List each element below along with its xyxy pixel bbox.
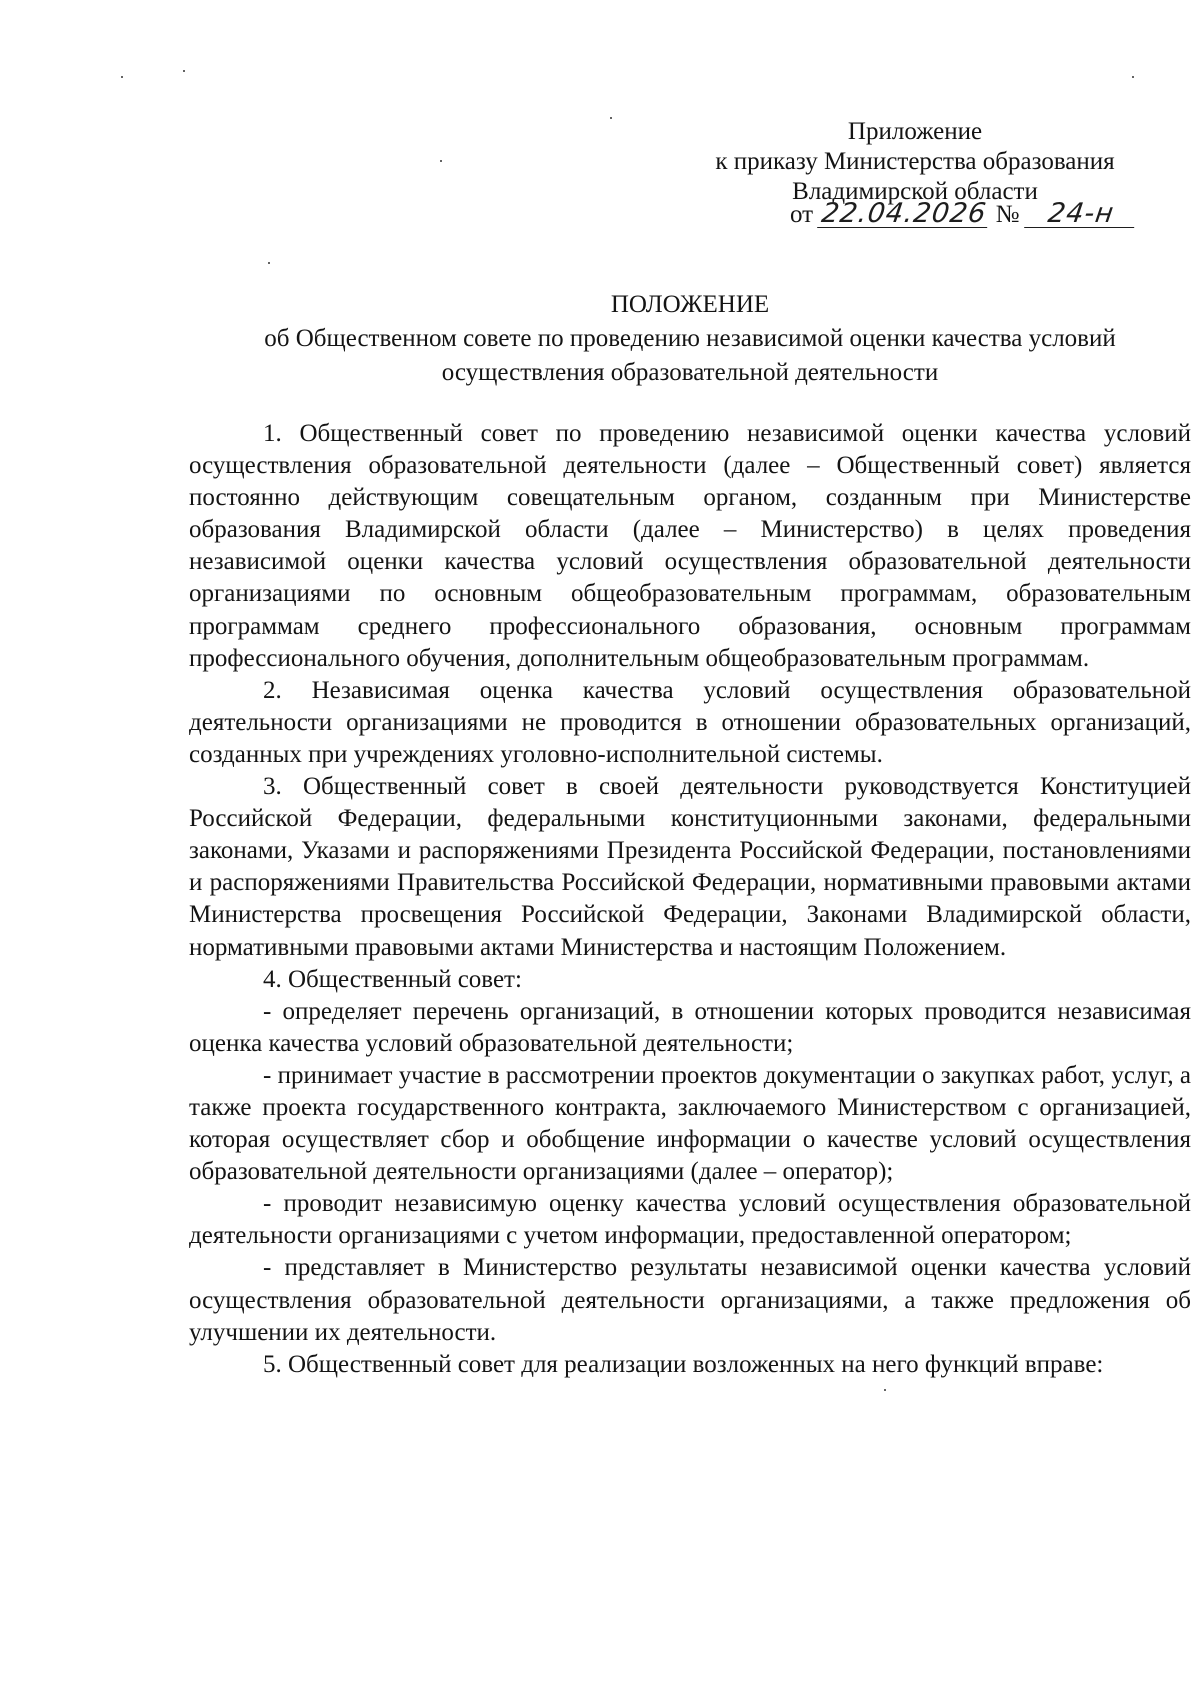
- annex-line-3: Владимирской области: [792, 178, 1038, 205]
- scan-speck: [440, 160, 442, 162]
- scan-speck: [121, 76, 123, 78]
- scan-speck: [884, 1389, 886, 1391]
- annex-header: [700, 117, 1130, 207]
- title-subtitle-line-2: осуществления образовательной деятельности: [441, 359, 939, 386]
- paragraph-4-item-2: - принимает участие в рассмотрении проектов документации о закупках работ, услуг, а также проекта государственного контракта, заключаемого Министерством с организацией, которая осуществляет сбор и обобщение информации о качестве условий осуществления образовательной деятельности организациями (далее – оператор);: [189, 1061, 1191, 1186]
- scan-speck: [610, 117, 612, 119]
- document-body: [189, 418, 1191, 1381]
- paragraph-4: 4. Общественный совет:: [263, 965, 522, 993]
- paragraph-4-item-3: - проводит независимую оценку качества условий осуществления образовательной деятельности организациями с учетом информации, предоставленной оператором;: [189, 1190, 1191, 1250]
- paragraph-5: 5. Общественный совет для реализации возложенных на него функций вправе:: [263, 1350, 1104, 1378]
- annex-line-1: Приложение: [847, 118, 983, 145]
- title-heading: ПОЛОЖЕНИЕ: [610, 291, 770, 318]
- order-date-handwritten: 22.04.2026: [817, 201, 991, 228]
- annex-line-2: к приказу Министерства образования: [715, 148, 1115, 175]
- scan-speck: [1132, 76, 1134, 78]
- document-title: [190, 288, 1190, 390]
- order-number-sign: №: [995, 201, 1020, 228]
- scan-speck: [268, 262, 270, 264]
- paragraph-4-item-4: - представляет в Министерство результаты независимой оценки качества условий осуществления образовательной деятельности организациями, а также предложения об улучшении их деятельности.: [189, 1254, 1191, 1346]
- scan-speck: [183, 70, 185, 72]
- paragraph-3: 3. Общественный совет в своей деятельности руководствуется Конституцией Российской Федерации, федеральными конституционными законами, федеральными законами, Указами и распоряжениями Президента Российской Федерации, постановлениями и распоряжениями Правительства Российской Федерации, нормативными правовыми актами Министерства просвещения Российской Федерации, Законами Владимирской области, нормативными правовыми актами Министерства и настоящим Положением.: [189, 773, 1191, 961]
- paragraph-2: 2. Независимая оценка качества условий осуществления образовательной деятельности организациями не проводится в отношении образовательных организаций, созданных при учреждениях уголовно-исполнительной системы.: [189, 676, 1191, 768]
- order-reference: [790, 200, 1136, 230]
- order-number-handwritten: 24-н: [1024, 201, 1138, 228]
- title-subtitle-line-1: об Общественном совете по проведению независимой оценки качества условий: [264, 325, 1116, 352]
- paragraph-4-item-1: - определяет перечень организаций, в отношении которых проводится независимая оценка качества условий образовательной деятельности;: [189, 997, 1191, 1057]
- paragraph-1: 1. Общественный совет по проведению независимой оценки качества условий осуществления образовательной деятельности (далее – Общественный совет) является постоянно действующим совещательным органом, созданным при Министерстве образования Владимирской области (далее – Министерство) в целях проведения независимой оценки качества условий осуществления образовательной деятельности организациями по основным общеобразовательным программам, образовательным программам среднего профессионального образования, основным программам профессионального обучения, дополнительным общеобразовательным программам.: [189, 420, 1191, 672]
- order-prefix: от: [790, 201, 814, 228]
